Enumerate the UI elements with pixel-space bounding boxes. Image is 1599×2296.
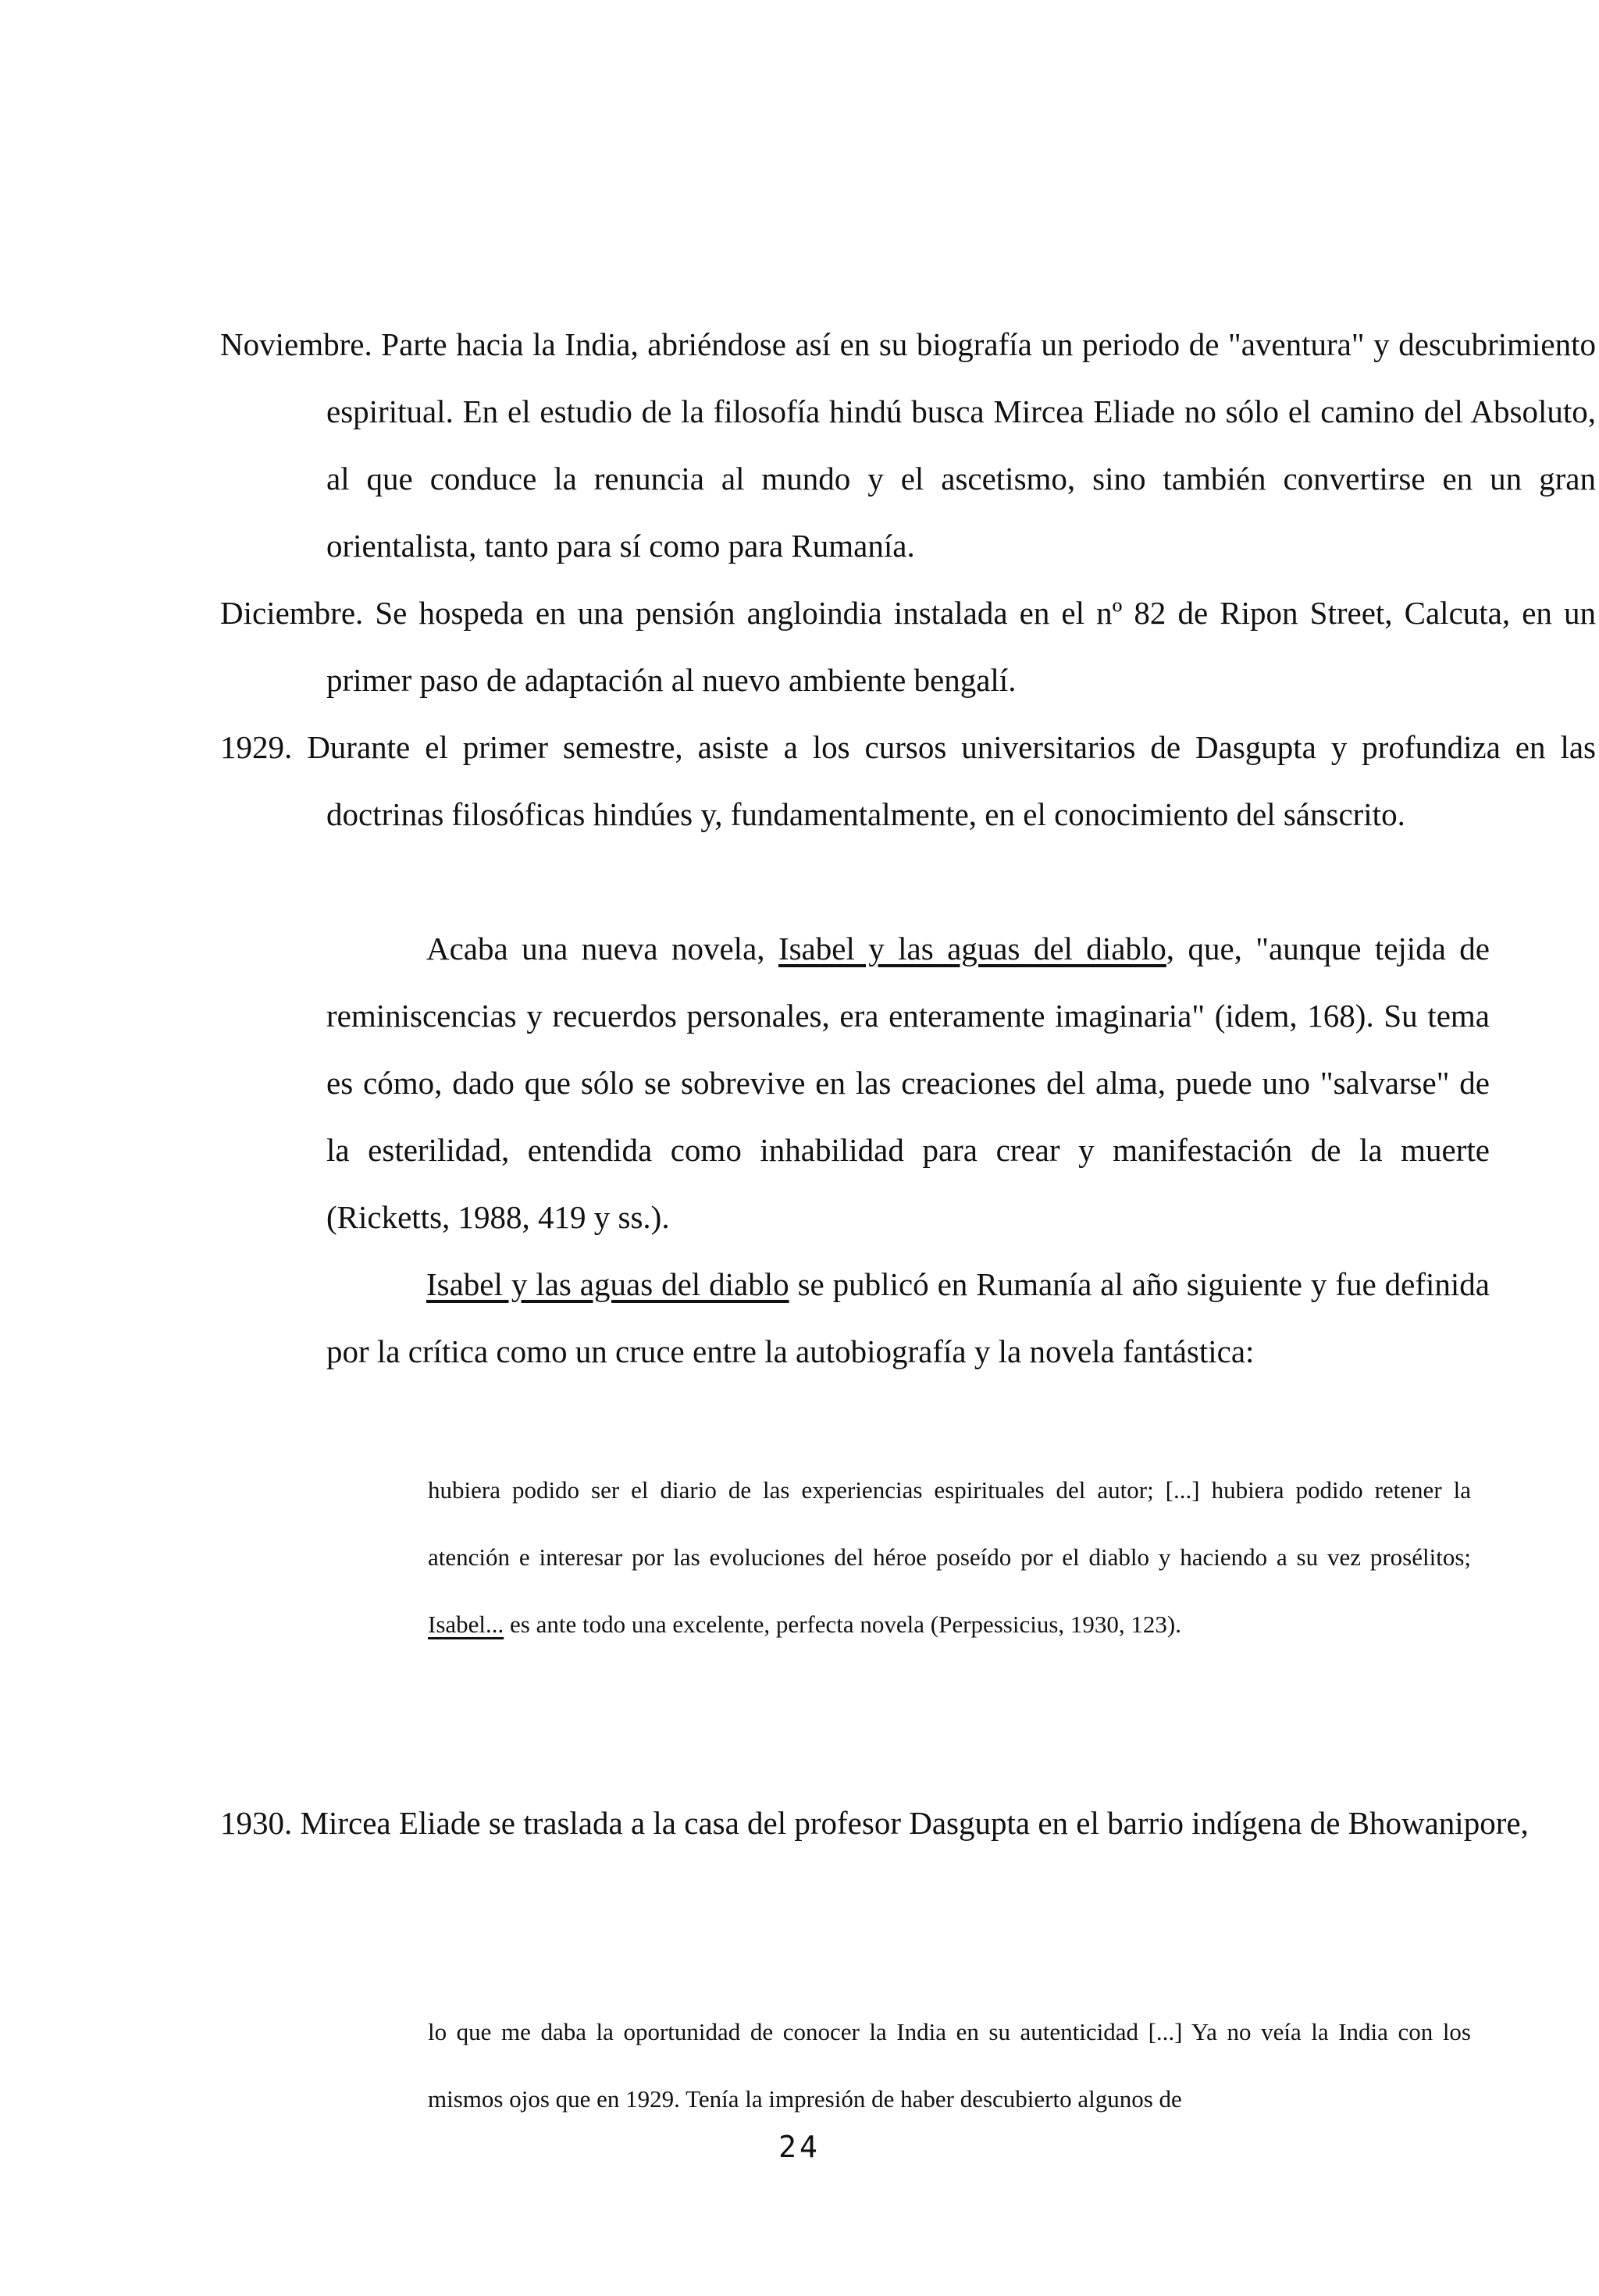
entry-diciembre — [220, 579, 1596, 714]
entry-text: Se hospeda en una pensión angloindia instalada en el nº 82 de Ripon Street, Calcuta, en un primer paso de adaptación al nuevo ambiente bengalí. — [326, 595, 1596, 698]
paragraph-text: se publicó en Rumanía al año siguiente y fue definida por la crítica como un cruce entre la autobiografía y la novela fantástica: — [326, 1266, 1490, 1369]
entry-text: Durante el primer semestre, asiste a los cursos universitarios de Dasgupta y profundiza en las doctrinas filosóficas hindúes y, fundamentalmente, en el conocimiento del sánscrito. — [292, 729, 1596, 832]
paragraph-text: Acaba una nueva novela, — [426, 931, 778, 966]
block-quote-perpessicius — [428, 1457, 1471, 1658]
entry-lead: Diciembre. — [220, 595, 364, 631]
book-title: Isabel y las aguas del diablo — [426, 1266, 789, 1302]
paragraph-isabel — [326, 1251, 1490, 1385]
entry-1929 — [220, 714, 1596, 848]
quote-text: es ante todo una excelente, perfecta novela (Perpessicius, 1930, 123). — [504, 1611, 1181, 1638]
book-title: Isabel y las aguas del diablo — [778, 931, 1166, 966]
entry-noviembre — [220, 311, 1596, 579]
entry-1930 — [220, 1789, 1596, 1856]
entry-lead: Noviembre. — [220, 326, 372, 362]
page-number: 24 — [778, 2130, 821, 2164]
entry-text: Parte hacia la India, abriéndose así en su biografía un periodo de "aventura" y descubrimiento espiritual. En el estudio de la filosofía hindú busca Mircea Eliade no sólo el camino del Absoluto, al que conduce la renuncia al mundo y el ascetismo, sino también convertirse en un gran orientalista, tanto para sí como para Rumanía. — [326, 326, 1596, 564]
paragraph-text: , que, "aunque tejida de reminiscencias y recuerdos personales, era enteramente imaginaria" (idem, 168). Su tema es cómo, dado que sólo se sobrevive en las creaciones del alma, puede uno "salvarse" de la esterilidad, entendida como inhabilidad para crear y manifestación de la muerte (Ricketts, 1988, 419 y ss.). — [326, 931, 1490, 1235]
entry-lead: 1929. — [220, 729, 293, 765]
quote-text: lo que me daba la oportunidad de conocer la India en su autenticidad [...] Ya no veía la India con los mismos ojos que en 1929. Tenía la impresión de haber descubierto algunos de — [428, 2018, 1471, 2113]
block-quote-india — [428, 1999, 1471, 2133]
paragraph-acaba — [326, 915, 1490, 1251]
book-title: Isabel... — [428, 1611, 504, 1638]
quote-text: hubiera podido ser el diario de las experiencias espirituales del autor; [...] hubiera podido retener la atención e interesar por las evoluciones del héroe poseído por el diablo y haciendo a su vez prosélitos; — [428, 1476, 1471, 1571]
entry-lead: 1930. — [220, 1805, 293, 1841]
entry-text: Mircea Eliade se traslada a la casa del profesor Dasgupta en el barrio indígena de Bhowanipore, — [292, 1805, 1529, 1841]
